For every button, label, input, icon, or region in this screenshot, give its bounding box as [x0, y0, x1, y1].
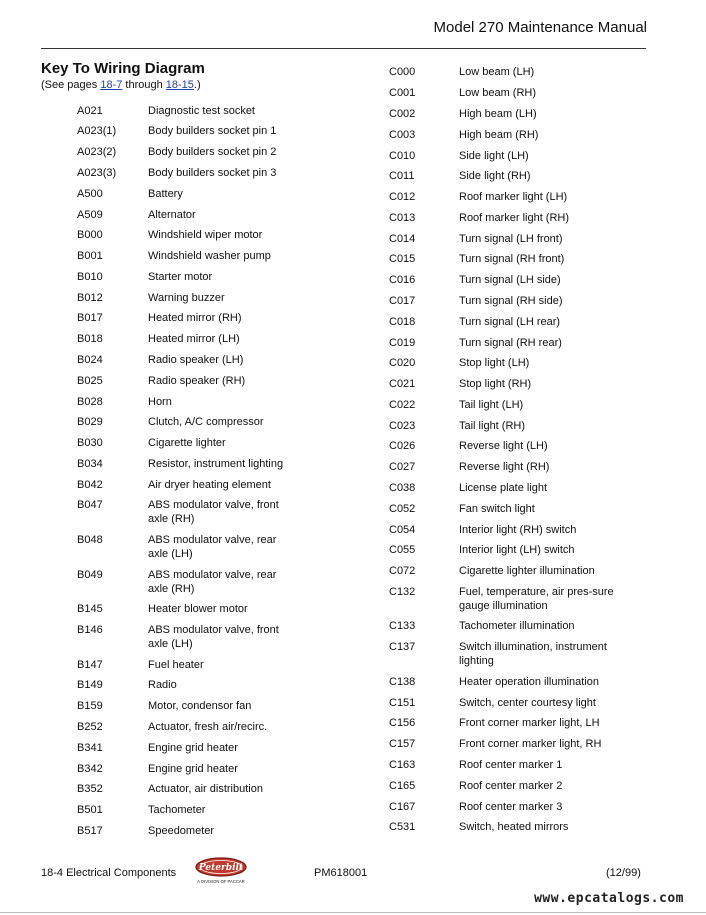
left-entry: [77, 270, 298, 284]
component-code: C156: [389, 717, 416, 729]
right-entry: [389, 619, 619, 633]
left-entry: [77, 741, 298, 755]
component-code: C531: [389, 821, 416, 833]
left-entry: [77, 374, 298, 388]
component-code: C072: [389, 565, 416, 577]
component-description: Front corner marker light, RH: [459, 738, 602, 750]
component-code: B028: [77, 396, 103, 408]
component-description: Side light (LH): [459, 150, 529, 162]
component-code: C018: [389, 316, 416, 328]
component-code: C157: [389, 738, 416, 750]
right-entry: [389, 779, 619, 793]
left-entry: [77, 623, 298, 651]
right-entry: [389, 716, 619, 730]
component-code: B341: [77, 742, 103, 754]
component-code: B001: [77, 250, 103, 262]
right-entry: [389, 107, 619, 121]
component-code: C023: [389, 420, 416, 432]
component-description: Tail light (RH): [459, 420, 526, 432]
right-entry: [389, 820, 619, 834]
left-entry: [77, 803, 298, 817]
right-entry: [389, 169, 619, 183]
component-code: A023(1): [77, 125, 117, 137]
component-code: A023(3): [77, 167, 117, 179]
component-code: C001: [389, 87, 416, 99]
component-code: B034: [77, 458, 103, 470]
component-description: Engine grid heater: [148, 742, 238, 754]
component-description: Roof center marker 1: [459, 759, 563, 771]
component-description: Diagnostic test socket: [148, 105, 255, 117]
component-description: Actuator, air distribution: [148, 783, 263, 795]
svg-text:Peterbilt: Peterbilt: [198, 863, 244, 873]
component-description: Windshield wiper motor: [148, 229, 263, 241]
right-entry: [389, 86, 619, 100]
component-code: B159: [77, 700, 103, 712]
component-description: Heater blower motor: [148, 603, 248, 615]
component-description: Body builders socket pin 2: [148, 146, 277, 158]
component-description: Low beam (LH): [459, 66, 535, 78]
component-code: B149: [77, 679, 103, 691]
right-entry: [389, 252, 619, 266]
right-entry: [389, 356, 619, 370]
component-code: C014: [389, 233, 416, 245]
component-description: Body builders socket pin 1: [148, 125, 277, 137]
component-description: Horn: [148, 396, 172, 408]
component-description: Heated mirror (RH): [148, 312, 242, 324]
component-code: B018: [77, 333, 103, 345]
component-code: C054: [389, 524, 416, 536]
right-entry: [389, 564, 619, 578]
component-code: B012: [77, 292, 103, 304]
component-description: Heated mirror (LH): [148, 333, 240, 345]
component-description: Turn signal (LH side): [459, 274, 561, 286]
left-entry: [77, 602, 298, 616]
component-description: Turn signal (LH front): [459, 233, 563, 245]
component-code: B047: [77, 499, 103, 511]
component-code: C013: [389, 212, 416, 224]
left-entry: [77, 353, 298, 367]
right-entry: [389, 737, 619, 751]
bottom-rule: [0, 912, 706, 913]
component-description: Clutch, A/C compressor: [148, 416, 264, 428]
component-code: B252: [77, 721, 103, 733]
component-description: Engine grid heater: [148, 763, 238, 775]
left-entry: [77, 478, 298, 492]
component-code: C165: [389, 780, 416, 792]
see-suffix: .): [193, 79, 201, 91]
footer-page-ref: 18-4 Electrical Components: [41, 867, 177, 879]
left-entry: [77, 436, 298, 450]
component-description: License plate light: [459, 482, 548, 494]
right-entry: [389, 523, 619, 537]
component-code: B501: [77, 804, 103, 816]
right-entry: [389, 315, 619, 329]
component-description: Turn signal (RH rear): [459, 337, 562, 349]
component-code: C137: [389, 641, 416, 653]
component-code: A021: [77, 105, 103, 117]
component-description: Side light (RH): [459, 170, 531, 182]
component-description: ABS modulator valve, rear axle (LH): [148, 534, 277, 560]
page-link-18-7[interactable]: 18-7: [100, 79, 123, 91]
right-entry: [389, 640, 619, 668]
component-description: Stop light (LH): [459, 357, 530, 369]
component-description: Fuel, temperature, air pres-sure gauge illumination: [459, 586, 614, 612]
right-entry: [389, 273, 619, 287]
component-description: Cigarette lighter illumination: [459, 565, 595, 577]
component-description: Fuel heater: [148, 659, 204, 671]
left-entry: [77, 208, 298, 222]
left-entry: [77, 124, 298, 138]
component-description: Turn signal (RH side): [459, 295, 563, 307]
right-entry: [389, 675, 619, 689]
component-code: C012: [389, 191, 416, 203]
component-code: B030: [77, 437, 103, 449]
component-description: Stop light (RH): [459, 378, 532, 390]
component-code: B024: [77, 354, 103, 366]
component-code: B025: [77, 375, 103, 387]
component-description: Switch, heated mirrors: [459, 821, 569, 833]
component-code: A023(2): [77, 146, 117, 158]
left-entry: [77, 568, 298, 596]
right-entry: [389, 398, 619, 412]
right-entry: [389, 543, 619, 557]
component-description: Reverse light (RH): [459, 461, 550, 473]
component-description: Cigarette lighter: [148, 437, 226, 449]
header-title: Model 270 Maintenance Manual: [433, 19, 647, 36]
component-code: B042: [77, 479, 103, 491]
left-entry: [77, 678, 298, 692]
component-description: Windshield washer pump: [148, 250, 271, 262]
component-code: C138: [389, 676, 416, 688]
component-description: Tachometer: [148, 804, 206, 816]
component-description: Switch, center courtesy light: [459, 697, 596, 709]
component-code: B049: [77, 569, 103, 581]
right-entry: [389, 232, 619, 246]
component-code: C132: [389, 586, 416, 598]
component-code: C010: [389, 150, 416, 162]
footer-doc-number: PM618001: [314, 867, 368, 879]
component-description: Air dryer heating element: [148, 479, 271, 491]
right-entry: [389, 758, 619, 772]
left-entry: [77, 658, 298, 672]
component-code: A509: [77, 209, 103, 221]
component-description: Battery: [148, 188, 183, 200]
component-code: C021: [389, 378, 416, 390]
component-description: Roof center marker 3: [459, 801, 563, 813]
component-code: B000: [77, 229, 103, 241]
left-entry: [77, 782, 298, 796]
component-description: Resistor, instrument lighting: [148, 458, 284, 470]
component-code: C015: [389, 253, 416, 265]
component-code: B352: [77, 783, 103, 795]
component-code: C000: [389, 66, 416, 78]
component-description: Body builders socket pin 3: [148, 167, 277, 179]
left-entry: [77, 104, 298, 118]
component-code: C052: [389, 503, 416, 515]
component-code: C163: [389, 759, 416, 771]
component-description: Warning buzzer: [148, 292, 225, 304]
right-entry: [389, 190, 619, 204]
right-entry: [389, 502, 619, 516]
component-code: B146: [77, 624, 103, 636]
component-description: Heater operation illumination: [459, 676, 600, 688]
component-code: C027: [389, 461, 416, 473]
component-code: C038: [389, 482, 416, 494]
component-description: Radio speaker (LH): [148, 354, 244, 366]
peterbilt-logo: [194, 857, 248, 887]
component-code: C055: [389, 544, 416, 556]
component-description: Roof marker light (LH): [459, 191, 568, 203]
right-entry: [389, 128, 619, 142]
svg-text:A DIVISION OF PACCAR: A DIVISION OF PACCAR: [197, 879, 245, 884]
component-description: High beam (LH): [459, 108, 537, 120]
left-entry: [77, 824, 298, 838]
component-code: C133: [389, 620, 416, 632]
component-description: Interior light (RH) switch: [459, 524, 577, 536]
left-entry: [77, 249, 298, 263]
right-entry: [389, 294, 619, 308]
component-description: High beam (RH): [459, 129, 539, 141]
right-entry: [389, 481, 619, 495]
component-code: C011: [389, 170, 415, 182]
component-code: B517: [77, 825, 103, 837]
component-code: C026: [389, 440, 416, 452]
left-entry: [77, 533, 298, 561]
right-entry: [389, 336, 619, 350]
left-entry: [77, 166, 298, 180]
header-rule: [41, 48, 646, 49]
right-entry: [389, 460, 619, 474]
left-entry: [77, 498, 298, 526]
component-description: Switch illumination, instrument lighting: [459, 641, 607, 667]
component-code: B145: [77, 603, 103, 615]
component-code: C020: [389, 357, 416, 369]
component-code: B342: [77, 763, 103, 775]
component-code: C019: [389, 337, 416, 349]
component-description: Front corner marker light, LH: [459, 717, 600, 729]
component-description: Starter motor: [148, 271, 213, 283]
component-description: Reverse light (LH): [459, 440, 548, 452]
right-entry: [389, 585, 619, 613]
component-code: C016: [389, 274, 416, 286]
component-code: B048: [77, 534, 103, 546]
right-entry: [389, 211, 619, 225]
component-code: B029: [77, 416, 103, 428]
component-description: Turn signal (RH front): [459, 253, 565, 265]
component-description: Alternator: [148, 209, 196, 221]
right-entry: [389, 439, 619, 453]
component-description: Roof center marker 2: [459, 780, 563, 792]
left-entry: [77, 311, 298, 325]
component-code: C017: [389, 295, 416, 307]
component-description: Motor, condensor fan: [148, 700, 252, 712]
component-description: ABS modulator valve, front axle (LH): [148, 624, 279, 650]
component-description: Radio speaker (RH): [148, 375, 246, 387]
component-code: B017: [77, 312, 103, 324]
page-heading: Key To Wiring Diagram: [41, 60, 205, 77]
component-code: C003: [389, 129, 416, 141]
component-code: C167: [389, 801, 416, 813]
component-code: C151: [389, 697, 416, 709]
component-description: Interior light (LH) switch: [459, 544, 575, 556]
right-entry: [389, 800, 619, 814]
page-link-18-15[interactable]: 18-15: [165, 79, 194, 91]
right-entry: [389, 149, 619, 163]
left-entry: [77, 720, 298, 734]
left-entry: [77, 762, 298, 776]
component-code: C002: [389, 108, 416, 120]
component-description: Fan switch light: [459, 503, 535, 515]
left-entry: [77, 228, 298, 242]
left-entry: [77, 332, 298, 346]
component-description: Tachometer illumination: [459, 620, 575, 632]
right-entry: [389, 377, 619, 391]
component-code: A500: [77, 188, 103, 200]
component-description: Radio: [148, 679, 177, 691]
footer-date: (12/99): [606, 867, 641, 879]
peterbilt-logo-icon: [194, 857, 248, 887]
right-entry: [389, 696, 619, 710]
left-entry: [77, 699, 298, 713]
component-code: B010: [77, 271, 103, 283]
left-entry: [77, 187, 298, 201]
left-entry: [77, 395, 298, 409]
left-entry: [77, 415, 298, 429]
component-description: ABS modulator valve, front axle (RH): [148, 499, 279, 525]
see-prefix: (See pages: [41, 79, 101, 91]
component-code: B147: [77, 659, 103, 671]
page-reference-note: [41, 79, 201, 91]
right-entry: [389, 65, 619, 79]
component-description: Turn signal (LH rear): [459, 316, 561, 328]
right-entry: [389, 419, 619, 433]
component-description: ABS modulator valve, rear axle (RH): [148, 569, 277, 595]
see-mid: through: [122, 79, 166, 91]
component-description: Tail light (LH): [459, 399, 524, 411]
left-entry: [77, 291, 298, 305]
component-description: Low beam (RH): [459, 87, 537, 99]
component-description: Speedometer: [148, 825, 215, 837]
left-entry: [77, 457, 298, 471]
component-description: Actuator, fresh air/recirc.: [148, 721, 268, 733]
left-entry: [77, 145, 298, 159]
component-description: Roof marker light (RH): [459, 212, 570, 224]
watermark: www.epcatalogs.com: [534, 891, 684, 906]
component-code: C022: [389, 399, 416, 411]
